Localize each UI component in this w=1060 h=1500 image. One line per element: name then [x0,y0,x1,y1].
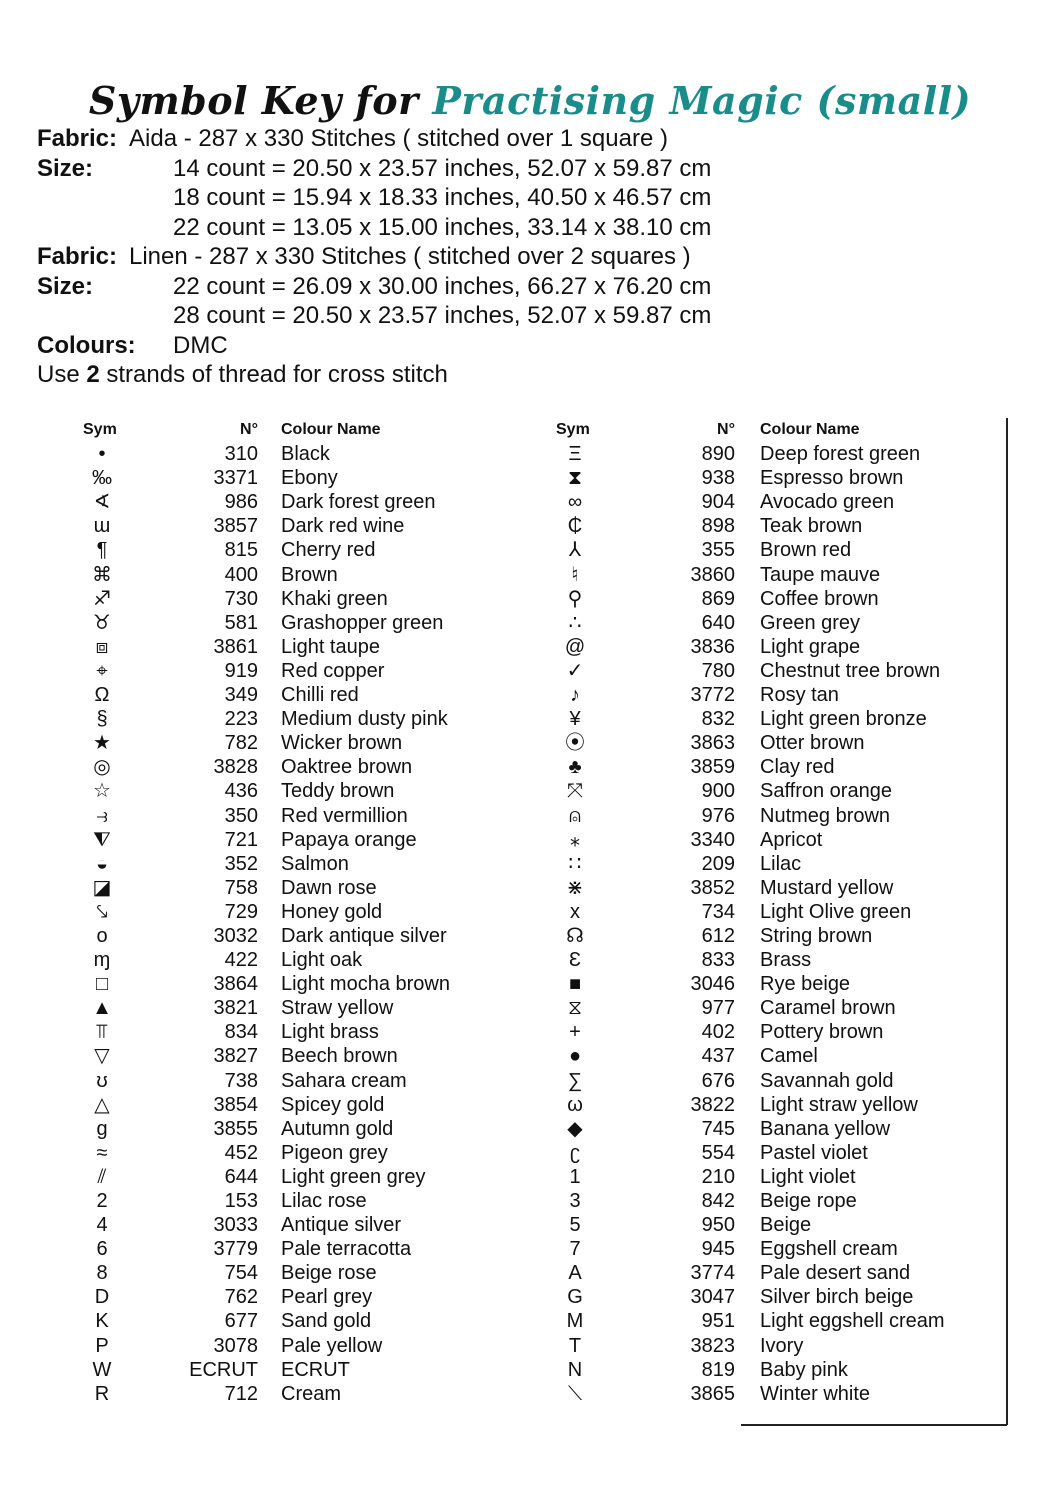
symbol-cell: 1 [569,1165,581,1188]
symbol-cell: K [95,1310,109,1333]
colour-name-cell: Camel [760,1045,818,1068]
colour-name-cell: Espresso brown [760,467,904,490]
dmc-number-cell: 352 [224,852,258,875]
colour-name-cell: Coffee brown [760,587,879,610]
dmc-number-cell: 745 [701,1117,735,1140]
symbol-cell: W [92,1358,112,1381]
symbol-cell: ⌘ [92,563,112,586]
symbol-cell: ● [568,1045,582,1068]
dmc-number-cell: 3779 [213,1238,258,1261]
dmc-number-cell: 833 [701,949,735,972]
dmc-number-cell: 3836 [690,635,735,658]
colour-name-cell: Cream [281,1382,342,1405]
symbol-cell: □ [95,973,109,996]
colour-name-cell: Dark red wine [281,515,405,538]
symbol-cell: ʗ [570,1141,580,1164]
symbol-cell: 5 [569,1214,581,1237]
colour-name-cell: Silver birch beige [760,1286,914,1309]
dmc-number-cell: 3864 [213,973,258,996]
dmc-number-cell: 738 [224,1069,258,1092]
colour-name-cell: Straw yellow [281,997,394,1020]
dmc-number-cell: 3861 [213,635,258,658]
symbol-cell: ♣ [568,756,582,779]
fabric-label: Fabric: [37,243,118,270]
symbol-cell: ⧗ [567,467,583,490]
dmc-number-cell: 640 [701,611,735,634]
colour-name-cell: Avocado green [760,491,895,514]
symbol-cell: ∷ [568,852,582,875]
dmc-number-cell: 153 [224,1190,258,1212]
dmc-number-cell: 210 [701,1165,735,1188]
dmc-number-cell: 951 [701,1310,735,1333]
symbol-cell: ⤧ [567,780,583,803]
colour-name-cell: Ivory [760,1334,804,1357]
dmc-number-cell: 890 [701,443,735,466]
colour-name-cell: Brown red [760,539,852,562]
dmc-number-cell: 350 [224,804,258,827]
fabric-aida-line [37,124,711,154]
colour-name-cell: Dark antique silver [281,924,447,947]
title-prefix: Symbol Key for [88,78,419,123]
colours-label: Colours: [37,331,136,359]
strands-line: Use 2 strands of thread for cross stitch [37,361,448,388]
dmc-number-cell: 554 [701,1141,735,1164]
colour-name-cell: Grashopper green [281,611,444,634]
colours-line [37,331,711,361]
symbol-cell: ♪ [570,684,580,707]
symbol-cell: ◎ [93,756,111,779]
symbol-cell: ⁎ [570,828,580,851]
dmc-number-cell: 3860 [690,563,735,586]
symbol-cell: ⌖ [96,659,108,682]
colour-name-cell: Dawn rose [281,876,377,899]
colour-name-cell: Medium dusty pink [281,708,448,731]
dmc-number-cell: 904 [701,491,735,514]
colour-name-cell: Sand gold [281,1310,372,1333]
dmc-number-cell: 712 [224,1382,258,1405]
colour-name-cell: Rosy tan [760,684,839,707]
dmc-number-cell: 3371 [213,467,258,490]
symbol-cell: △ [94,1093,110,1116]
colour-name-cell: Light eggshell cream [760,1310,945,1333]
dmc-number-cell: 976 [701,804,735,827]
dmc-number-cell: 729 [224,900,258,923]
symbol-cell: ⧨ [93,828,111,851]
header-colour-name: Colour Name [281,421,381,438]
symbol-cell: @ [564,635,586,658]
symbol-cell: M [566,1310,584,1333]
symbol-cell: ∞ [567,491,583,514]
colours-value: DMC [173,331,228,359]
colour-name-cell: Antique silver [281,1214,402,1237]
size-value: 28 count = 20.50 x 23.57 inches, 52.07 x 59.87 cm [173,302,712,329]
dmc-number-cell: 3865 [690,1382,735,1405]
colour-name-cell: Beige [760,1214,812,1237]
dmc-number-cell: 3857 [213,515,258,538]
colour-name-cell: Ebony [281,467,338,490]
symbol-cell: ▲ [92,997,112,1020]
symbol-cell: Ω [94,684,110,707]
colour-name-cell: Light straw yellow [760,1093,918,1116]
colour-name-cell: Sahara cream [281,1069,407,1092]
symbol-cell: T [568,1334,582,1357]
size-line [37,301,711,331]
dmc-number-cell: 782 [224,732,258,755]
colour-name-cell: Papaya orange [281,828,417,851]
dmc-number-cell: 3852 [690,876,735,899]
fabric-label: Fabric: [37,125,118,152]
colour-name-cell: Eggshell cream [760,1238,898,1261]
dmc-number-cell: 581 [224,611,258,634]
symbol-cell: ⫪ [96,1021,108,1044]
dmc-number-cell: 945 [701,1238,735,1261]
symbol-cell: g [96,1117,108,1140]
symbol-cell: ∢ [93,491,111,514]
colour-name-cell: Khaki green [281,587,388,610]
fabric-value: Linen - 287 x 330 Stitches ( stitched over 2 squares ) [129,243,691,270]
colour-name-cell: Chilli red [281,684,359,707]
dmc-number-cell: 3032 [213,924,258,947]
colour-name-cell: Beige rope [760,1190,857,1212]
fabric-linen-line [37,242,711,272]
dmc-number-cell: 676 [701,1069,735,1092]
dmc-number-cell: 898 [701,515,735,538]
colour-name-cell: Red copper [281,659,385,682]
symbol-cell: ◒ [95,852,109,875]
dmc-number-cell: 938 [701,467,735,490]
symbol-cell: ★ [93,732,111,755]
colour-name-cell: Teddy brown [281,780,395,803]
size-line [37,213,711,243]
dmc-number-cell: 436 [224,780,258,803]
dmc-number-cell: 402 [701,1021,735,1044]
strand-count: 2 [86,361,100,388]
colour-name-cell: Light Olive green [760,900,912,923]
symbol-cell: x [570,900,580,923]
colour-name-cell: Pigeon grey [281,1141,388,1164]
dmc-number-cell: 3827 [213,1045,258,1068]
dmc-number-cell: 3854 [213,1093,258,1116]
colour-name-cell: Black [281,443,330,466]
colour-name-cell: Nutmeg brown [760,804,891,827]
symbol-cell: ♉ [93,611,111,634]
pattern-name: Practising Magic (small) [432,78,972,123]
symbol-cell: ⦿ [565,732,585,755]
colour-name-cell: Wicker brown [281,732,403,755]
symbol-cell: 3 [569,1190,581,1212]
header-colour-name: Colour Name [760,421,860,438]
size-line [37,272,711,302]
size-value: 14 count = 20.50 x 23.57 inches, 52.07 x 59.87 cm [173,154,712,182]
frame-right-border [1006,418,1008,1425]
dmc-number-cell: 754 [224,1262,258,1285]
header-number: N° [240,421,258,438]
symbol-cell: ⅄ [568,539,582,562]
colour-name-cell: Light brass [281,1021,379,1044]
size-label: Size: [37,154,94,182]
symbol-cell: ⧖ [567,997,583,1020]
header-sym: Sym [83,421,117,438]
dmc-number-cell: 400 [224,563,258,586]
symbol-cell: ⍝ [569,804,581,827]
size-label: Size: [37,272,94,300]
symbol-cell: ω [567,1093,583,1116]
dmc-number-cell: 3855 [213,1117,258,1140]
symbol-cell: ɯ [93,515,111,538]
symbol-cell: ʊ [96,1069,108,1092]
pattern-info [37,124,711,390]
symbol-cell: N [567,1358,583,1381]
symbol-cell: ♐ [93,587,111,610]
dmc-number-cell: 842 [701,1190,735,1212]
dmc-number-cell: 422 [224,949,258,972]
symbol-cell: 8 [96,1262,108,1285]
dmc-number-cell: 3047 [690,1286,735,1309]
colour-name-cell: Pastel violet [760,1141,868,1164]
colour-name-cell: Light taupe [281,635,380,658]
symbol-cell: ♮ [571,563,579,586]
dmc-number-cell: 3340 [690,828,735,851]
colour-name-cell: Clay red [760,756,835,779]
colour-name-cell: Teak brown [760,515,863,538]
header-number: N° [717,421,735,438]
colour-name-cell: Salmon [281,852,349,875]
colour-name-cell: Saffron orange [760,780,892,803]
dmc-number-cell: 310 [224,443,258,466]
dmc-number-cell: 832 [701,708,735,731]
dmc-number-cell: 3033 [213,1214,258,1237]
dmc-number-cell: 815 [224,539,258,562]
symbol-cell: ɱ [93,949,111,972]
dmc-number-cell: 977 [701,997,735,1020]
symbol-cell: ☊ [566,924,584,947]
dmc-number-cell: 355 [701,539,735,562]
colour-name-cell: Light green bronze [760,708,927,731]
colour-name-cell: Red vermillion [281,804,408,827]
dmc-number-cell: 3822 [690,1093,735,1116]
dmc-number-cell: 721 [224,828,258,851]
colour-name-cell: Light mocha brown [281,973,450,996]
colour-name-cell: Green grey [760,611,861,634]
colour-name-cell: Banana yellow [760,1117,891,1140]
size-line [37,183,711,213]
dmc-number-cell: 452 [224,1141,258,1164]
colour-name-cell: Light violet [760,1165,856,1188]
fabric-value: Aida - 287 x 330 Stitches ( stitched over 1 square ) [129,125,668,152]
symbol-cell: ◪ [92,876,112,899]
colour-name-cell: Mustard yellow [760,876,894,899]
colour-name-cell: Chestnut tree brown [760,659,941,682]
dmc-number-cell: 3821 [213,997,258,1020]
dmc-number-cell: 349 [224,684,258,707]
symbol-cell: Ξ [568,443,582,466]
dmc-number-cell: 734 [701,900,735,923]
colour-name-cell: Deep forest green [760,443,921,466]
colour-name-cell: Autumn gold [281,1117,394,1140]
colour-name-cell: Spicey gold [281,1093,385,1116]
colour-name-cell: Cherry red [281,539,376,562]
symbol-cell: ₵ [567,515,583,538]
symbol-cell: ∴ [568,611,582,634]
colour-name-cell: Winter white [760,1382,871,1405]
page-title [0,78,1060,123]
colour-name-cell: Apricot [760,828,823,851]
dmc-number-cell: 3046 [690,973,735,996]
symbol-cell: A [568,1262,582,1285]
size-value: 22 count = 13.05 x 15.00 inches, 33.14 x 38.10 cm [173,213,712,241]
symbol-cell: R [94,1382,110,1405]
symbol-cell: ⥽ [96,804,108,827]
symbol-cell: ▽ [94,1045,110,1068]
colour-name-cell: Pearl grey [281,1286,373,1309]
colour-name-cell: Oaktree brown [281,756,413,779]
dmc-number-cell: ECRUT [189,1358,258,1381]
dmc-number-cell: 3863 [690,732,735,755]
symbol-cell: ¶ [96,539,108,562]
colour-name-cell: Pale desert sand [760,1262,911,1285]
dmc-number-cell: 3774 [690,1262,735,1285]
symbol-cell: ✓ [566,659,584,682]
size-value: 18 count = 15.94 x 18.33 inches, 40.50 x 46.57 cm [173,184,712,211]
size-line [37,154,711,184]
colour-name-cell: Caramel brown [760,997,896,1020]
symbol-cell: ∑ [567,1069,583,1092]
colour-name-cell: Light green grey [281,1165,426,1188]
symbol-cell: D [94,1286,110,1309]
symbol-cell: + [569,1021,581,1044]
symbol-cell: ≈ [96,1141,108,1164]
dmc-number-cell: 209 [701,852,735,875]
symbol-cell: ⋇ [566,876,584,899]
symbol-cell: Ɛ [568,949,582,972]
colour-name-cell: Dark forest green [281,491,436,514]
symbol-cell: P [95,1334,109,1357]
dmc-number-cell: 762 [224,1286,258,1309]
dmc-number-cell: 644 [224,1165,258,1188]
header-sym: Sym [556,421,590,438]
symbol-cell: ⫽ [97,1165,107,1188]
symbol-cell: ⤥ [96,900,108,923]
dmc-number-cell: 677 [224,1310,258,1333]
colour-name-cell: Baby pink [760,1358,848,1381]
symbol-cell: § [96,708,108,731]
symbol-cell: ‰ [92,467,112,490]
colour-name-cell: Beige rose [281,1262,377,1285]
dmc-number-cell: 986 [224,491,258,514]
colour-name-cell: Taupe mauve [760,563,881,586]
colour-name-cell: Light oak [281,949,363,972]
dmc-number-cell: 730 [224,587,258,610]
dmc-number-cell: 819 [701,1358,735,1381]
symbol-cell: ■ [568,973,582,996]
dmc-number-cell: 758 [224,876,258,899]
dmc-number-cell: 3078 [213,1334,258,1357]
frame-bottom-border [741,1424,1007,1426]
symbol-cell: ⚲ [567,587,583,610]
symbol-cell: G [567,1286,583,1309]
colour-name-cell: Lilac [760,852,802,875]
symbol-cell: ◆ [567,1117,583,1140]
dmc-number-cell: 612 [701,924,735,947]
dmc-number-cell: 3828 [213,756,258,779]
colour-name-cell: Otter brown [760,732,865,755]
colour-name-cell: Light grape [760,635,861,658]
colour-name-cell: String brown [760,924,873,947]
size-value: 22 count = 26.09 x 30.00 inches, 66.27 x 76.20 cm [173,272,712,300]
colour-name-cell: Brown [281,563,338,586]
symbol-cell: ¥ [569,708,581,731]
colour-name-cell: Brass [760,949,812,972]
dmc-number-cell: 3823 [690,1334,735,1357]
symbol-cell: 7 [569,1238,581,1261]
symbol-cell: o [96,924,108,947]
colour-name-cell: Rye beige [760,973,851,996]
dmc-number-cell: 869 [701,587,735,610]
dmc-number-cell: 3859 [690,756,735,779]
dmc-number-cell: 3772 [690,684,735,707]
dmc-number-cell: 950 [701,1214,735,1237]
symbol-cell: • [98,443,106,466]
symbol-cell: ☆ [93,780,111,803]
dmc-number-cell: 223 [224,708,258,731]
colour-name-cell: Lilac rose [281,1190,367,1212]
colour-name-cell: Pale yellow [281,1334,383,1357]
dmc-number-cell: 437 [701,1045,735,1068]
symbol-cell: 6 [96,1238,108,1261]
colour-name-cell: Savannah gold [760,1069,894,1092]
colour-name-cell: Honey gold [281,900,383,923]
colour-name-cell: Beech brown [281,1045,398,1068]
symbol-cell: ⧈ [95,635,109,658]
colour-name-cell: Pottery brown [760,1021,884,1044]
colour-name-cell: Pale terracotta [281,1238,412,1261]
symbol-cell: 2 [96,1190,108,1212]
dmc-number-cell: 900 [701,780,735,803]
dmc-number-cell: 780 [701,659,735,682]
dmc-number-cell: 919 [224,659,258,682]
symbol-cell: ⟍ [568,1382,582,1405]
dmc-number-cell: 834 [224,1021,258,1044]
symbol-cell: 4 [96,1214,108,1237]
colour-name-cell: ECRUT [281,1358,350,1381]
